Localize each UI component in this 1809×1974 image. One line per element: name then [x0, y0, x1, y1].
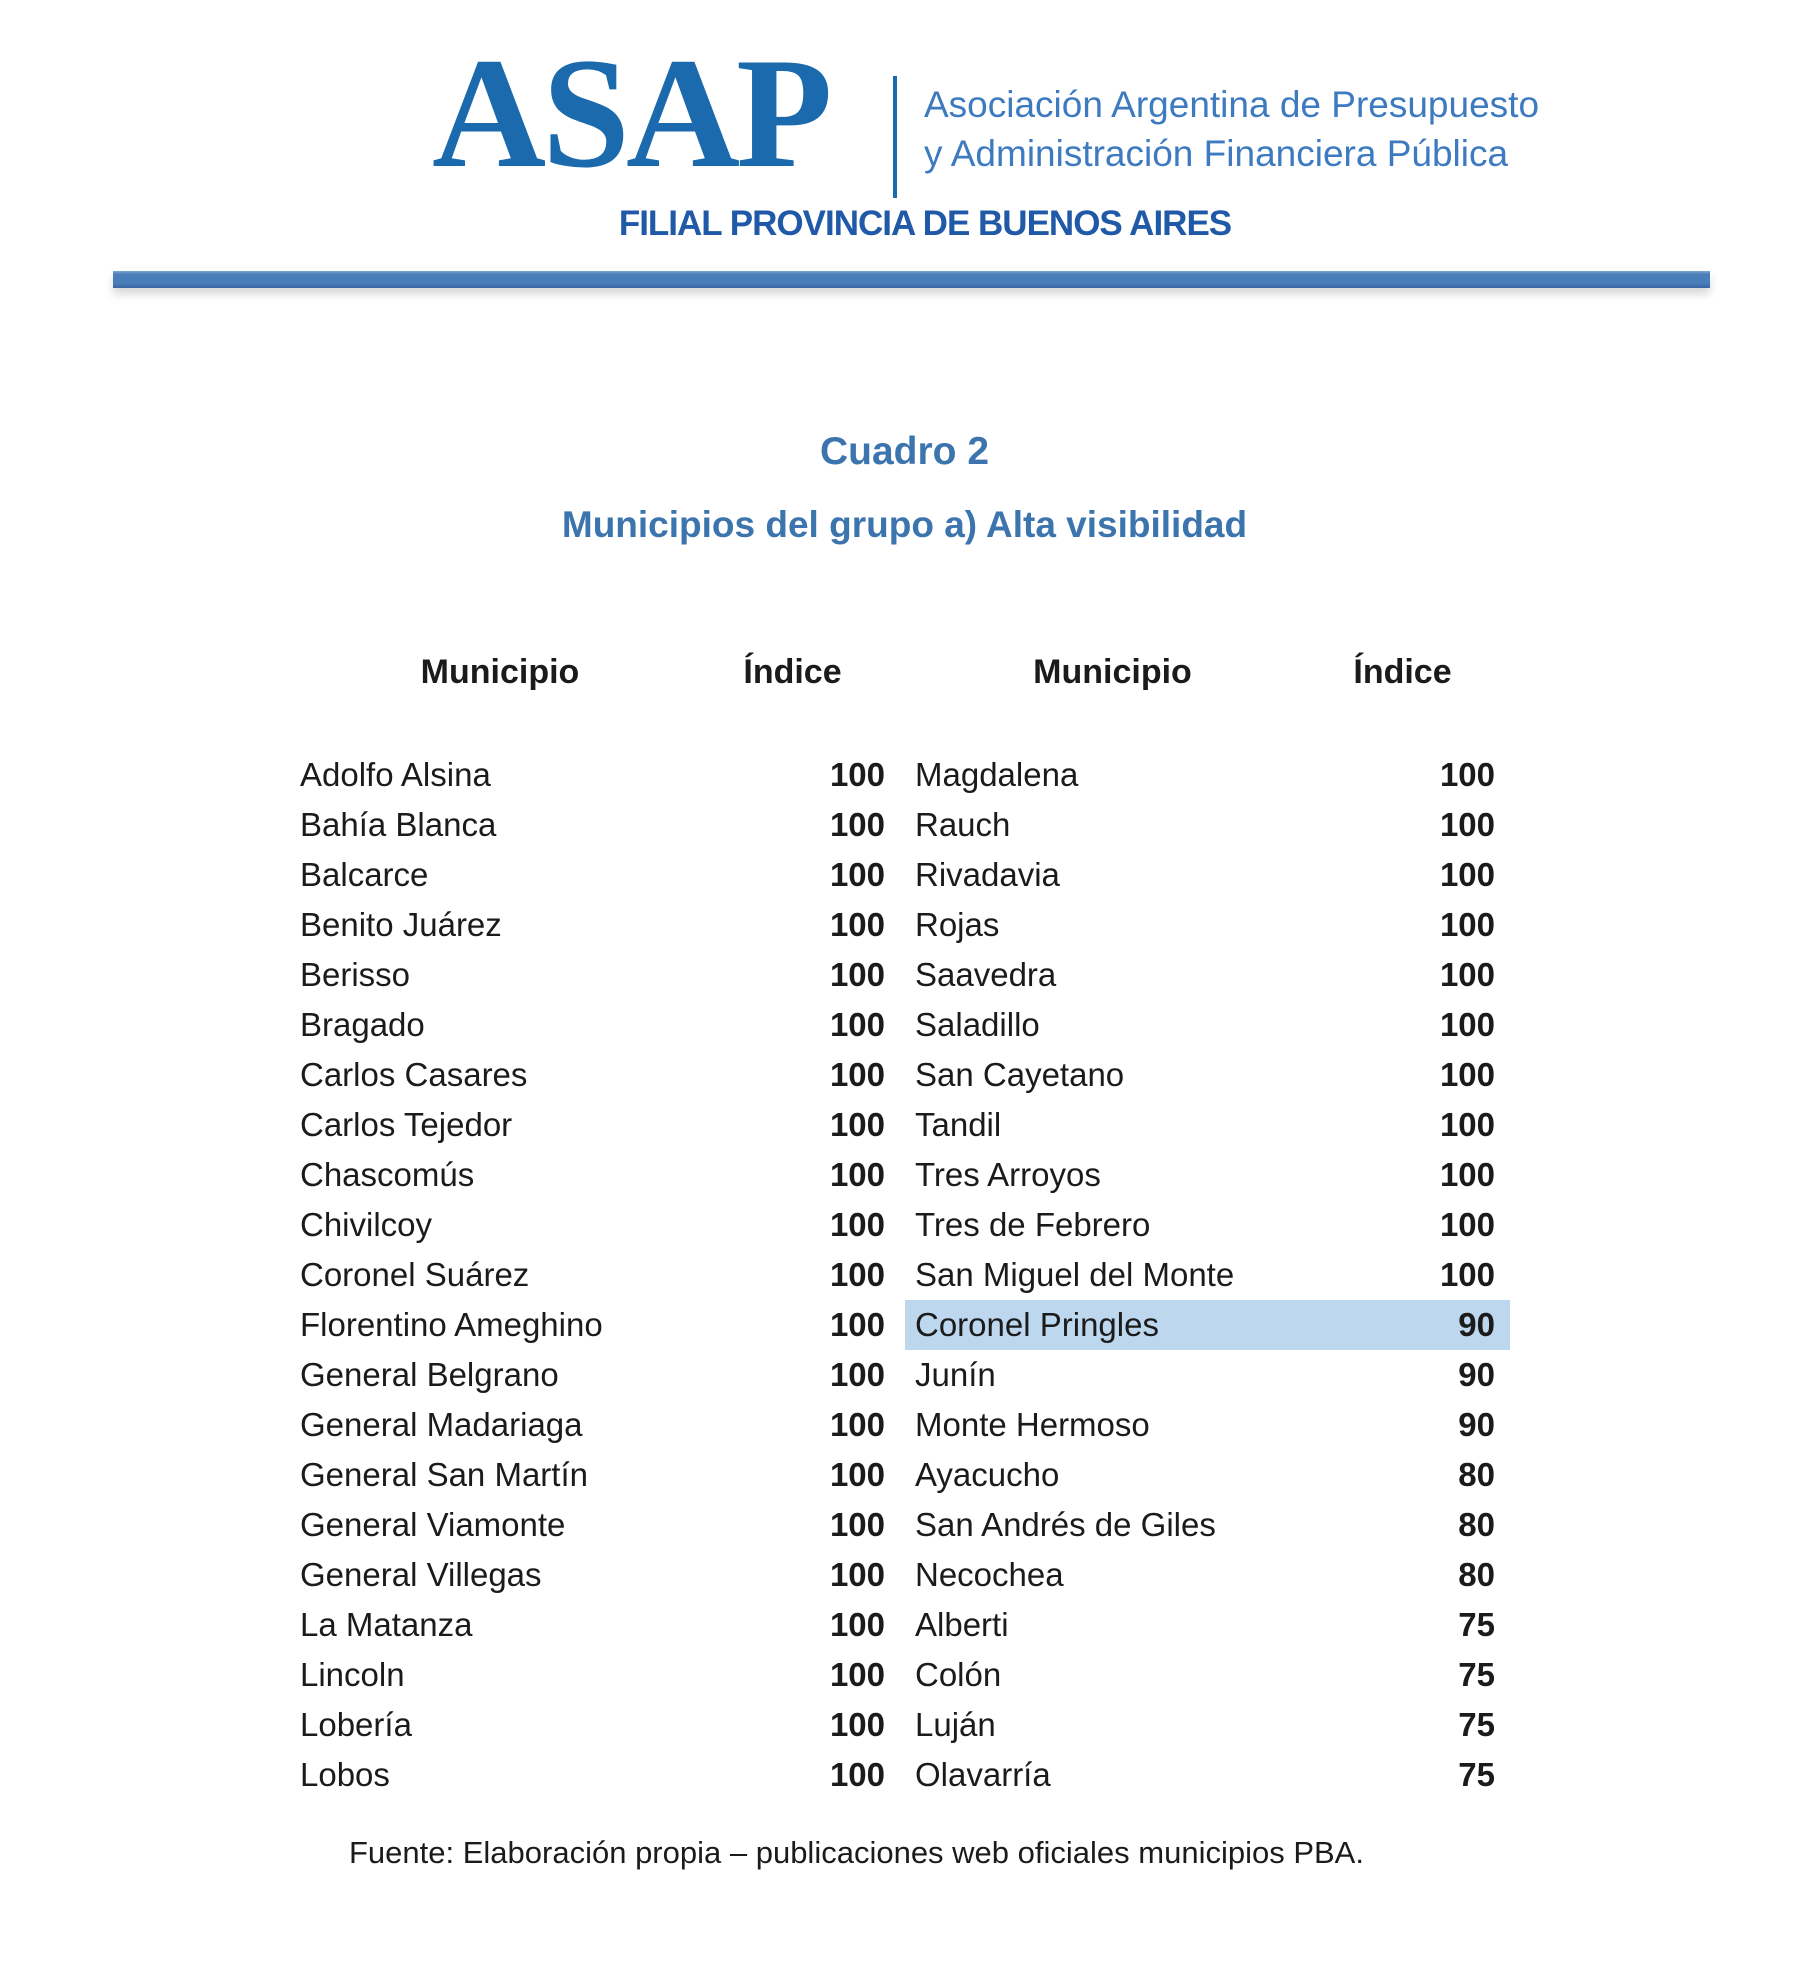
right-pair — [905, 1100, 1510, 1150]
indice-cell-right: 90 — [1458, 1356, 1495, 1393]
indice-cell-left: 100 — [829, 856, 885, 893]
municipio-cell-left: Balcarce — [300, 856, 429, 893]
table-row — [300, 1750, 1510, 1800]
indice-cell-left: 100 — [829, 1506, 885, 1543]
table-row — [300, 1500, 1510, 1550]
indice-cell-left: 100 — [829, 1306, 885, 1343]
indice-cell-left: 100 — [829, 1106, 885, 1143]
municipio-cell-left: General Madariaga — [300, 1406, 583, 1443]
municipio-cell-left: Bahía Blanca — [300, 806, 497, 843]
right-pair — [905, 1200, 1510, 1250]
indice-cell-right: 100 — [1439, 906, 1495, 943]
header-indice-left: Índice — [743, 652, 842, 691]
indice-cell-left: 100 — [829, 1056, 885, 1093]
municipio-cell-right: Saladillo — [915, 1006, 1040, 1043]
indice-cell-right: 100 — [1439, 806, 1495, 843]
table-row — [300, 1450, 1510, 1500]
municipio-cell-right: Rauch — [915, 806, 1011, 843]
indice-cell-left: 100 — [829, 806, 885, 843]
right-pair — [905, 1600, 1510, 1650]
right-pair — [905, 1350, 1510, 1400]
filial-subtitle: FILIAL PROVINCIA DE BUENOS AIRES — [618, 204, 1232, 243]
municipio-cell-left: Coronel Suárez — [300, 1256, 530, 1293]
municipio-cell-left: General Viamonte — [300, 1506, 566, 1543]
right-pair — [905, 950, 1510, 1000]
municipio-cell-right: Tres Arroyos — [915, 1156, 1101, 1193]
page-subtitle: Municipios del grupo a) Alta visibilidad — [561, 504, 1248, 545]
right-pair — [905, 1000, 1510, 1050]
table-row — [300, 1250, 1510, 1300]
municipio-cell-right: Rojas — [915, 906, 1000, 943]
municipio-cell-right: Saavedra — [915, 956, 1057, 993]
indice-cell-left: 100 — [829, 956, 885, 993]
indice-cell-right: 100 — [1439, 856, 1495, 893]
right-pair — [905, 900, 1510, 950]
municipio-cell-left: Bragado — [300, 1006, 425, 1043]
municipio-cell-right: Tres de Febrero — [915, 1206, 1151, 1243]
municipio-cell-right: Ayacucho — [915, 1456, 1060, 1493]
indice-cell-right: 75 — [1458, 1706, 1495, 1743]
indice-cell-left: 100 — [829, 1556, 885, 1593]
indice-cell-right: 75 — [1458, 1606, 1495, 1643]
municipio-cell-left: Benito Juárez — [300, 906, 502, 943]
municipio-cell-left: Carlos Casares — [300, 1056, 528, 1093]
org-name-line2: y Administración Financiera Pública — [924, 133, 1509, 174]
right-pair — [905, 1550, 1510, 1600]
municipio-cell-left: General Belgrano — [300, 1356, 559, 1393]
indice-cell-left: 100 — [829, 1656, 885, 1693]
indice-cell-left: 100 — [829, 1406, 885, 1443]
indice-cell-left: 100 — [829, 906, 885, 943]
municipio-cell-right: Monte Hermoso — [915, 1406, 1150, 1443]
header-rule-bar — [113, 271, 1710, 288]
org-name — [924, 80, 1539, 178]
right-pair — [905, 1150, 1510, 1200]
header-right-pair — [905, 647, 1510, 697]
asap-logo: ASAP — [432, 26, 829, 201]
municipio-cell-left: Adolfo Alsina — [300, 756, 491, 793]
right-pair — [905, 1050, 1510, 1100]
table-rows — [300, 750, 1510, 1800]
highlighted-row-right — [905, 1300, 1510, 1350]
indice-cell-right: 80 — [1458, 1556, 1495, 1593]
table-row — [300, 950, 1510, 1000]
indice-cell-right: 75 — [1458, 1756, 1495, 1793]
indice-cell-left: 100 — [829, 1456, 885, 1493]
table-row — [300, 1100, 1510, 1150]
table-row — [300, 1700, 1510, 1750]
indice-cell-left: 100 — [829, 756, 885, 793]
header-municipio-right: Municipio — [1033, 652, 1192, 691]
indice-cell-right: 100 — [1439, 1206, 1495, 1243]
right-pair — [905, 1700, 1510, 1750]
indice-cell-right: 100 — [1439, 956, 1495, 993]
table-row — [300, 1050, 1510, 1100]
right-pair — [905, 1450, 1510, 1500]
municipio-cell-right: San Cayetano — [915, 1056, 1125, 1093]
municipio-cell-right: Necochea — [915, 1556, 1064, 1593]
municipios-table — [300, 647, 1510, 1800]
indice-cell-right: 100 — [1439, 1156, 1495, 1193]
indice-cell-left: 100 — [829, 1206, 885, 1243]
municipio-cell-left: Lobería — [300, 1706, 412, 1743]
table-row — [300, 1350, 1510, 1400]
logo-divider-line — [893, 76, 897, 198]
municipio-cell-left: Berisso — [300, 956, 411, 993]
right-pair — [905, 1250, 1510, 1300]
municipio-cell-right: San Miguel del Monte — [915, 1256, 1235, 1293]
municipio-cell-right: Luján — [915, 1706, 996, 1743]
header-indice-right: Índice — [1353, 652, 1452, 691]
indice-cell-right: 80 — [1458, 1506, 1495, 1543]
indice-cell-left: 100 — [829, 1006, 885, 1043]
right-pair — [905, 1500, 1510, 1550]
table-row — [300, 1400, 1510, 1450]
org-name-line1: Asociación Argentina de Presupuesto — [924, 84, 1540, 125]
right-pair — [905, 800, 1510, 850]
indice-cell-right: 90 — [1458, 1306, 1495, 1343]
header-municipio-left: Municipio — [420, 652, 580, 691]
indice-cell-right: 75 — [1458, 1656, 1495, 1693]
municipio-cell-right: Colón — [915, 1656, 1002, 1693]
municipio-cell-left: Lincoln — [300, 1656, 405, 1693]
right-pair — [905, 850, 1510, 900]
municipio-cell-left: General San Martín — [300, 1456, 588, 1493]
indice-cell-left: 100 — [829, 1706, 885, 1743]
table-row — [300, 900, 1510, 950]
right-pair — [905, 1400, 1510, 1450]
table-row — [300, 1600, 1510, 1650]
municipio-cell-left: General Villegas — [300, 1556, 542, 1593]
right-pair — [905, 750, 1510, 800]
table-row — [300, 800, 1510, 850]
municipio-cell-right: Junín — [915, 1356, 996, 1393]
municipio-cell-right: San Andrés de Giles — [915, 1506, 1216, 1543]
indice-cell-left: 100 — [829, 1156, 885, 1193]
municipio-cell-left: Chascomús — [300, 1156, 475, 1193]
municipio-cell-right: Coronel Pringles — [915, 1306, 1159, 1343]
indice-cell-right: 90 — [1458, 1406, 1495, 1443]
municipio-cell-right: Rivadavia — [915, 856, 1060, 893]
municipio-cell-left: Carlos Tejedor — [300, 1106, 513, 1143]
right-pair — [905, 1750, 1510, 1800]
table-row — [300, 1300, 1510, 1350]
table-row — [300, 1650, 1510, 1700]
table-row — [300, 1000, 1510, 1050]
municipio-cell-right: Olavarría — [915, 1756, 1051, 1793]
indice-cell-left: 100 — [829, 1356, 885, 1393]
indice-cell-left: 100 — [829, 1756, 885, 1793]
indice-cell-right: 100 — [1439, 1006, 1495, 1043]
page-title: Cuadro 2 — [819, 430, 990, 473]
table-row — [300, 1550, 1510, 1600]
indice-cell-right: 100 — [1439, 1056, 1495, 1093]
municipio-cell-left: Lobos — [300, 1756, 390, 1793]
indice-cell-right: 100 — [1439, 756, 1495, 793]
right-pair — [905, 1650, 1510, 1700]
indice-cell-right: 80 — [1458, 1456, 1495, 1493]
indice-cell-left: 100 — [829, 1256, 885, 1293]
table-row — [300, 1200, 1510, 1250]
municipio-cell-right: Alberti — [915, 1606, 1009, 1643]
indice-cell-left: 100 — [829, 1606, 885, 1643]
municipio-cell-right: Magdalena — [915, 756, 1079, 793]
municipio-cell-left: La Matanza — [300, 1606, 473, 1643]
municipio-cell-right: Tandil — [915, 1106, 1002, 1143]
table-header-row — [300, 647, 1510, 697]
table-row — [300, 750, 1510, 800]
indice-cell-right: 100 — [1439, 1106, 1495, 1143]
municipio-cell-left: Chivilcoy — [300, 1206, 433, 1243]
table-row — [300, 850, 1510, 900]
indice-cell-right: 100 — [1439, 1256, 1495, 1293]
municipio-cell-left: Florentino Ameghino — [300, 1306, 603, 1343]
source-note: Fuente: Elaboración propia – publicaciones web oficiales municipios PBA. — [349, 1835, 1364, 1870]
table-row — [300, 1150, 1510, 1200]
